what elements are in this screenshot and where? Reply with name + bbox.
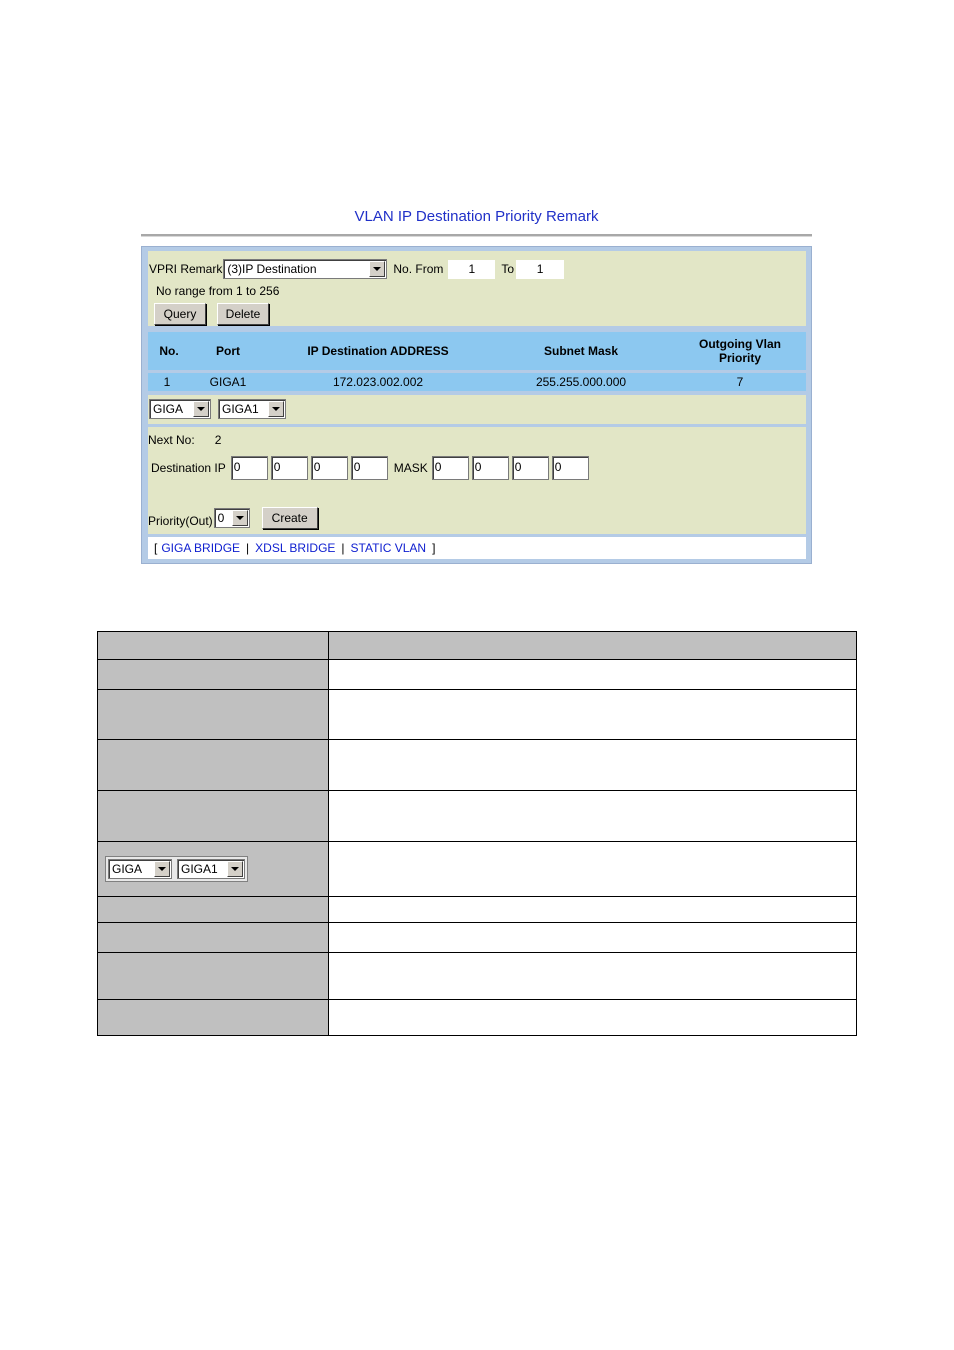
next-no-value: 2 bbox=[214, 433, 222, 447]
desc-label-cell bbox=[98, 953, 329, 1000]
vpri-remark-select[interactable] bbox=[223, 259, 387, 279]
priority-out-value: 0 bbox=[217, 511, 225, 525]
link-giga-bridge[interactable]: GIGA BRIDGE bbox=[161, 541, 241, 555]
dest-ip-octet-3[interactable]: 0 bbox=[311, 456, 348, 480]
mask-octet-4[interactable]: 0 bbox=[552, 456, 589, 480]
example-group-select bbox=[108, 859, 172, 879]
no-from-label: No. From bbox=[393, 262, 444, 276]
example-port-value: GIGA1 bbox=[181, 862, 218, 876]
title-divider bbox=[141, 234, 812, 237]
chevron-down-icon[interactable] bbox=[268, 401, 284, 417]
links-close-bracket: ] bbox=[432, 541, 436, 555]
desc-label-cell bbox=[98, 1000, 329, 1036]
chevron-down-icon bbox=[227, 861, 243, 877]
mask-label: MASK bbox=[393, 461, 428, 475]
desc-text-cell bbox=[329, 897, 857, 923]
description-table bbox=[97, 631, 857, 1036]
desc-label-cell bbox=[98, 740, 329, 791]
query-panel bbox=[148, 251, 806, 326]
range-note: No range from 1 to 256 bbox=[156, 284, 280, 298]
col-header-priority: Outgoing Vlan Priority bbox=[699, 337, 781, 365]
create-button[interactable]: Create bbox=[262, 507, 318, 529]
mask-octet-2[interactable]: 0 bbox=[472, 456, 509, 480]
col-header-mask: Subnet Mask bbox=[543, 344, 618, 358]
col-header-port: Port bbox=[216, 344, 240, 358]
port-select[interactable] bbox=[218, 399, 286, 419]
links-separator: | bbox=[246, 541, 250, 555]
desc-text-cell bbox=[329, 923, 857, 953]
cell-port: GIGA1 bbox=[209, 375, 247, 389]
results-table-header bbox=[148, 332, 806, 370]
desc-label-cell bbox=[98, 842, 329, 897]
dest-ip-octet-4[interactable]: 0 bbox=[351, 456, 388, 480]
delete-button[interactable]: Delete bbox=[217, 303, 269, 325]
to-label: To bbox=[501, 262, 515, 276]
col-header-no: No. bbox=[159, 344, 179, 358]
ports-example-group bbox=[105, 856, 248, 882]
vpri-form-frame bbox=[141, 246, 812, 564]
vpri-remark-value: (3)IP Destination bbox=[227, 262, 317, 276]
desc-header-right bbox=[329, 632, 857, 660]
query-button[interactable]: Query bbox=[154, 303, 206, 325]
links-separator: | bbox=[341, 541, 345, 555]
chevron-down-icon bbox=[154, 861, 170, 877]
links-open-bracket: [ bbox=[154, 541, 158, 555]
port-value: GIGA1 bbox=[222, 402, 259, 416]
mask-octet-3[interactable]: 0 bbox=[512, 456, 549, 480]
port-filter-panel bbox=[148, 395, 806, 424]
cell-mask: 255.255.000.000 bbox=[535, 375, 627, 389]
desc-label-cell bbox=[98, 791, 329, 842]
example-group-value: GIGA bbox=[112, 862, 143, 876]
desc-text-cell bbox=[329, 953, 857, 1000]
nav-links bbox=[148, 537, 806, 559]
desc-label-cell bbox=[98, 660, 329, 690]
desc-label-cell bbox=[98, 897, 329, 923]
vpri-remark-label: VPRI Remark bbox=[149, 262, 223, 276]
table-row[interactable] bbox=[148, 373, 806, 391]
mask-octet-1[interactable]: 0 bbox=[432, 456, 469, 480]
dest-ip-octet-1[interactable]: 0 bbox=[231, 456, 268, 480]
link-xdsl-bridge[interactable]: XDSL BRIDGE bbox=[255, 541, 336, 555]
desc-text-cell bbox=[329, 690, 857, 740]
desc-header-left bbox=[98, 632, 329, 660]
create-panel bbox=[148, 427, 806, 534]
cell-no: 1 bbox=[163, 375, 171, 389]
desc-text-cell bbox=[329, 660, 857, 690]
port-group-select[interactable] bbox=[149, 399, 211, 419]
desc-label-cell bbox=[98, 923, 329, 953]
desc-text-cell bbox=[329, 842, 857, 897]
desc-text-cell bbox=[329, 791, 857, 842]
port-group-value: GIGA bbox=[153, 402, 184, 416]
to-input[interactable]: 1 bbox=[516, 260, 564, 279]
link-static-vlan[interactable]: STATIC VLAN bbox=[350, 541, 427, 555]
cell-ip: 172.023.002.002 bbox=[332, 375, 424, 389]
col-header-ip: IP Destination ADDRESS bbox=[307, 344, 449, 358]
desc-label-cell bbox=[98, 690, 329, 740]
next-no-label: Next No: bbox=[148, 433, 195, 447]
priority-out-select[interactable] bbox=[214, 508, 250, 528]
no-from-input[interactable]: 1 bbox=[448, 260, 495, 279]
chevron-down-icon[interactable] bbox=[232, 510, 248, 526]
desc-text-cell bbox=[329, 1000, 857, 1036]
priority-out-label: Priority(Out) bbox=[148, 514, 213, 528]
chevron-down-icon[interactable] bbox=[193, 401, 209, 417]
page-title: VLAN IP Destination Priority Remark bbox=[354, 208, 599, 225]
chevron-down-icon[interactable] bbox=[369, 261, 385, 277]
desc-text-cell bbox=[329, 740, 857, 791]
example-port-select bbox=[177, 859, 245, 879]
cell-priority: 7 bbox=[736, 375, 744, 389]
destination-ip-label: Destination IP bbox=[151, 461, 226, 475]
dest-ip-octet-2[interactable]: 0 bbox=[271, 456, 308, 480]
